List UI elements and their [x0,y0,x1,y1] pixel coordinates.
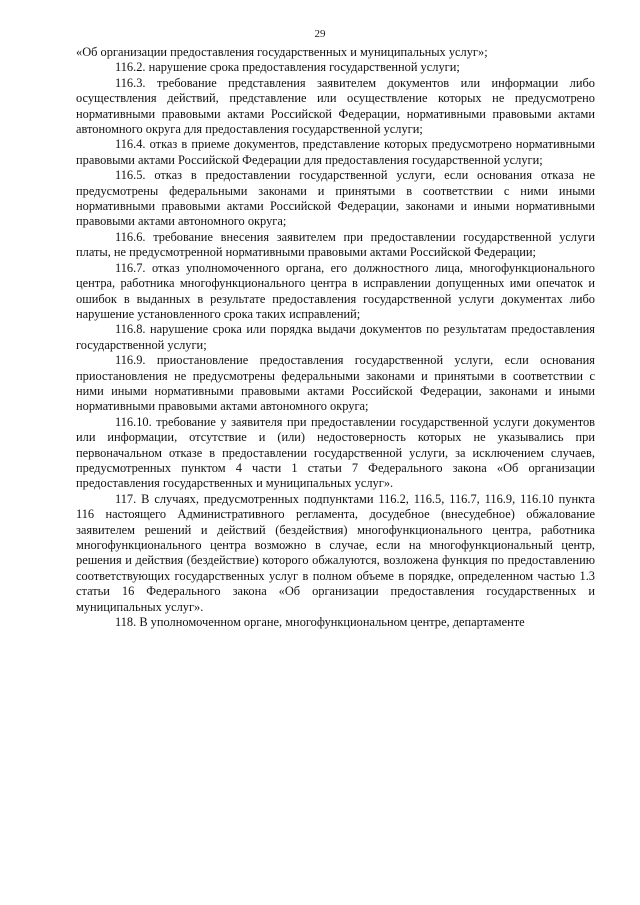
page-number: 29 [314,28,326,40]
paragraph-117: 117. В случаях, предусмотренных подпунктами 116.2, 116.5, 116.7, 116.9, 116.10 пункта 116 настоящего Административного регламента, досудебное (внесудебное) обжалование заявителем решений и действий (бездействия) многофункционального центра, работника многофункционального центра возможно в случае, если на многофункциональный центр, решения и действия (бездействие) которого обжалуются, возложена функция по предоставлению соответствующих государственных услуг в полном объеме в порядке, определенном частью 1.3 статьи 16 Федерального закона «Об организации предоставления государственных и муниципальных услуг». [76,491,595,614]
paragraph-116-7: 116.7. отказ уполномоченного органа, его должностного лица, многофункционального центра, работника многофункционального центра в исправлении допущенных ими опечаток и ошибок в выданных в результате предоставления государственной услуги документах либо нарушение установленного срока таких исправлений; [76,260,595,321]
paragraph-118: 118. В уполномоченном органе, многофункциональном центре, департаменте [115,615,525,630]
paragraph-116-3: 116.3. требование представления заявителем документов или информации либо осуществления действий, представление или осуществление которых не предусмотрено нормативными правовыми актами Российской Федерации, нормативными правовыми актами автономного округа для предоставления государственной услуги; [76,75,595,137]
paragraph-116-2: 116.2. нарушение срока предоставления государственной услуги; [115,60,460,75]
paragraph-116-8: 116.8. нарушение срока или порядка выдачи документов по результатам предоставления государственной услуги; [76,322,595,352]
paragraph-116-6: 116.6. требование внесения заявителем при предоставлении государственной услуги платы, не предусмотренной нормативными правовыми актами Российской Федерации; [76,229,595,260]
paragraph-116-5: 116.5. отказ в предоставлении государственной услуги, если основания отказа не предусмотрены федеральными законами и принятыми в соответствии с ними иными нормативными правовыми актами Российской Федерации, законами и иными нормативными правовыми актами автономного округа; [76,168,595,229]
paragraph-116-10: 116.10. требование у заявителя при предоставлении государственной услуги документов или информации, отсутствие и (или) недостоверность которых не указывались при первоначальном отказе в предоставлении государственной услуги, за исключением случаев, предусмотренных пунктом 4 части 1 статьи 7 Федерального закона «Об организации предоставления государственных и муниципальных услуг». [76,414,595,491]
paragraph-116-9: 116.9. приостановление предоставления государственной услуги, если основания приостановления не предусмотрены федеральными законами и принятыми в соответствии с ними иными нормативными правовыми актами Российской Федерации, законами и иными нормативными правовыми актами автономного округа; [76,353,595,414]
paragraph-continuation: «Об организации предоставления государственных и муниципальных услуг»; [76,45,488,59]
paragraph-116-4: 116.4. отказ в приеме документов, представление которых предусмотрено нормативными правовыми актами Российской Федерации для предоставления государственной услуги; [76,137,595,167]
document-body [76,45,595,630]
